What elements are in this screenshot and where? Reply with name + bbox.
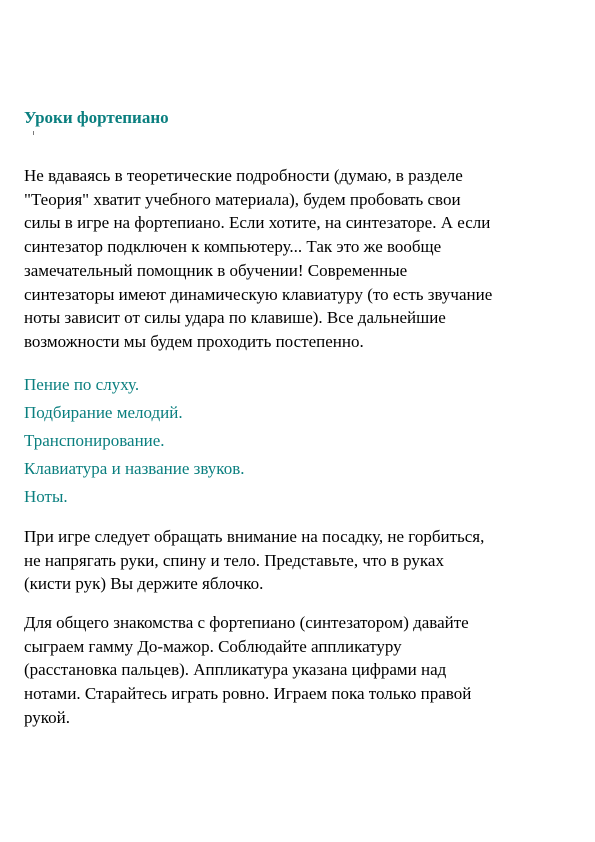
intro-line: силы в игре на фортепиано. Если хотите, на синтезаторе. А если xyxy=(24,213,491,233)
posture-line: не напрягать руки, спину и тело. Представьте, что в руках xyxy=(24,550,444,570)
scale-line: сыграем гамму До-мажор. Соблюдайте аппликатуру xyxy=(24,636,402,656)
intro-line: "Теория" хватит учебного материала), будем пробовать свои xyxy=(24,189,461,209)
link-keyboard-note-names[interactable]: Клавиатура и название звуков. xyxy=(24,459,245,478)
link-picking-melodies[interactable]: Подбирание мелодий. xyxy=(24,403,183,422)
intro-line: Не вдаваясь в теоретические подробности (думаю, в разделе xyxy=(24,166,463,185)
intro-line: синтезатор подключен к компьютеру... Так это же вообще xyxy=(24,237,442,257)
intro-paragraph xyxy=(24,164,579,354)
intro-line: возможности мы будем проходить постепенно. xyxy=(24,331,364,351)
intro-line: замечательный помощник в обучении! Современные xyxy=(24,260,408,280)
stray-mark xyxy=(33,131,34,135)
link-transposition[interactable]: Транспонирование. xyxy=(24,431,165,450)
link-singing-by-ear[interactable]: Пение по слуху. xyxy=(24,375,140,394)
posture-line: (кисти рук) Вы держите яблочко. xyxy=(24,574,264,594)
scale-line: нотами. Старайтесь играть ровно. Играем пока только правой xyxy=(24,684,472,704)
scale-paragraph xyxy=(24,611,579,730)
scale-line: рукой. xyxy=(24,707,71,727)
link-notes[interactable]: Ноты. xyxy=(24,487,68,506)
topic-link-list xyxy=(24,371,244,511)
intro-line: синтезаторы имеют динамическую клавиатуру (то есть звучание xyxy=(24,284,493,304)
page-title: Уроки фортепиано xyxy=(24,108,169,127)
scale-line: (расстановка пальцев). Аппликатура указана цифрами над xyxy=(24,660,447,680)
posture-paragraph xyxy=(24,525,579,596)
posture-line: При игре следует обращать внимание на посадку, не горбиться, xyxy=(24,527,485,546)
intro-line: ноты зависит от силы удара по клавише). Все дальнейшие xyxy=(24,308,446,328)
scale-line: Для общего знакомства с фортепиано (синтезатором) давайте xyxy=(24,613,469,632)
